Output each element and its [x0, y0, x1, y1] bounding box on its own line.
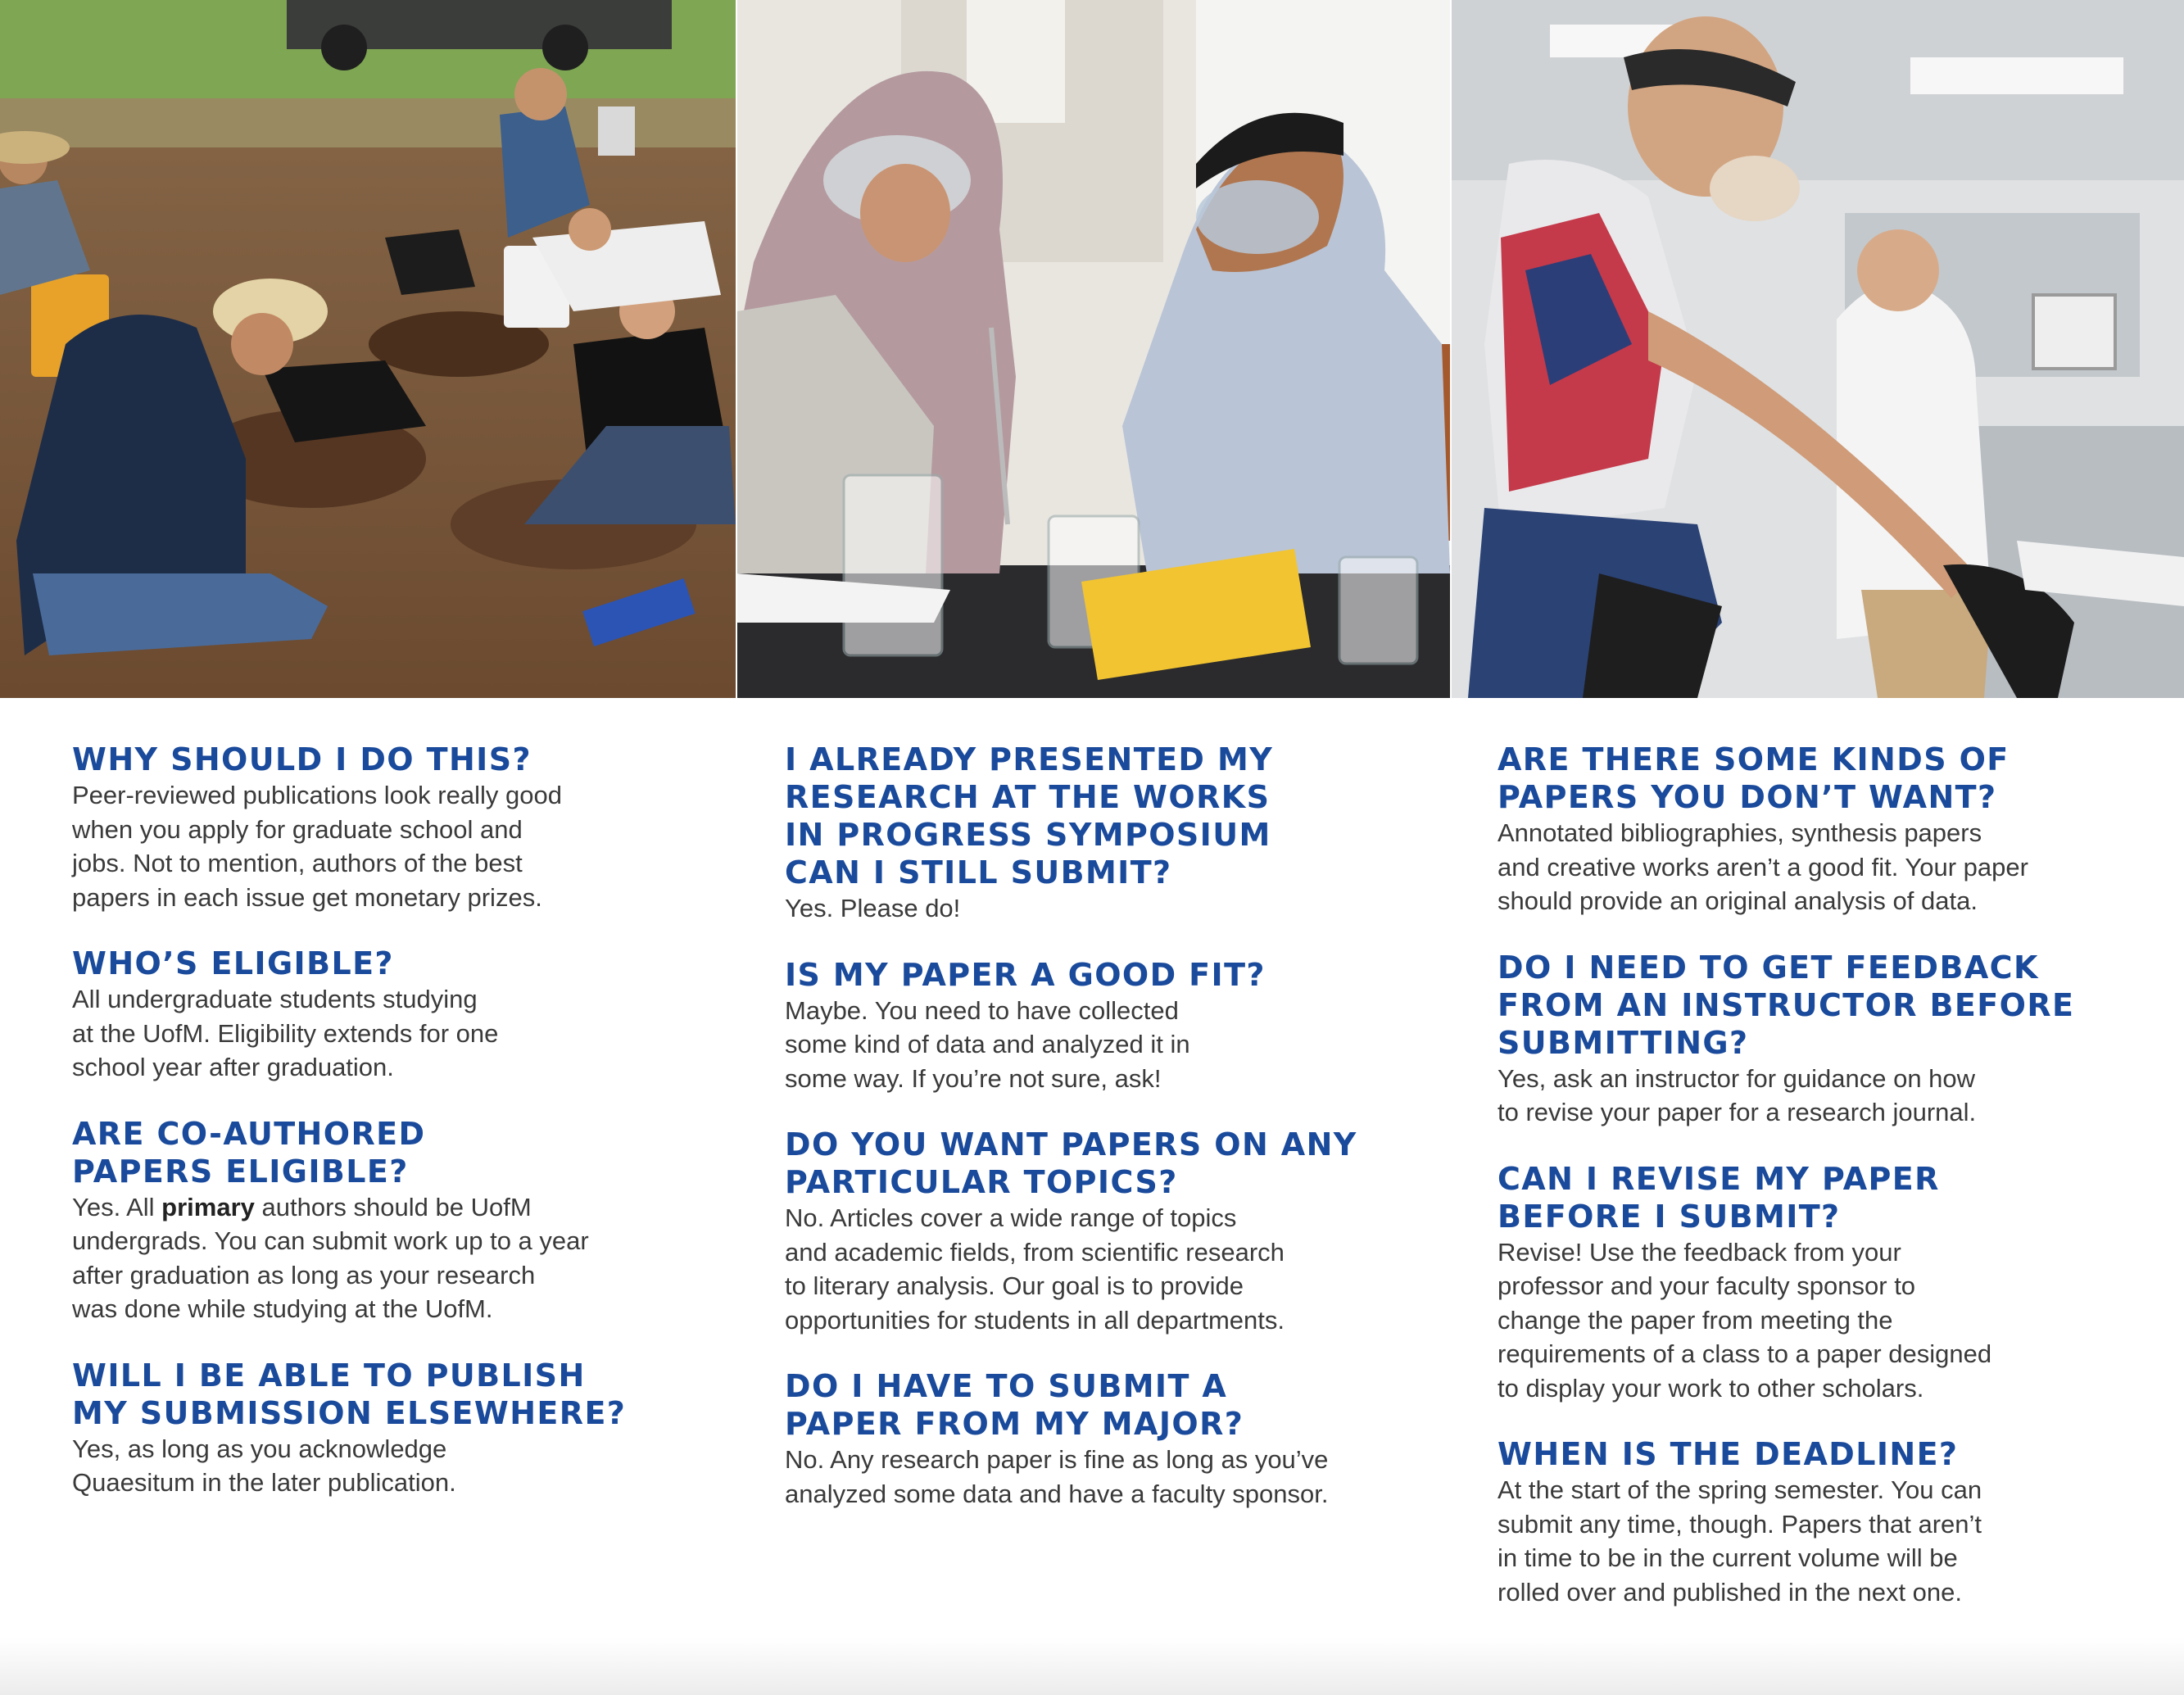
faq-question: DO I HAVE TO SUBMIT A PAPER FROM MY MAJOR?	[785, 1368, 1244, 1442]
faq-answer-emphasis: primary	[161, 1192, 255, 1221]
page-bottom-shadow	[0, 1638, 2184, 1695]
faq-answer: No. Any research paper is fine as long as you’ve analyzed some data and have a faculty sponsor.	[785, 1445, 1329, 1508]
faq-answer: Revise! Use the feedback from your professor and your faculty sponsor to change the paper from meeting the requirements of a class to a paper designed to display your work to other scholars.	[1498, 1237, 1992, 1403]
faq-column-2	[785, 741, 1432, 1541]
faq-item	[785, 741, 1432, 926]
faq-question: DO YOU WANT PAPERS ON ANY PARTICULAR TOPICS?	[785, 1126, 1357, 1200]
faq-item	[785, 1367, 1432, 1511]
faq-item	[1498, 1435, 2145, 1609]
faq-question: WHY SHOULD I DO THIS?	[72, 741, 532, 777]
photo-strip	[0, 0, 2184, 698]
faq-question: I ALREADY PRESENTED MY RESEARCH AT THE WORKS IN PROGRESS SYMPOSIUM CAN I STILL SUBMIT?	[785, 741, 1274, 891]
faq-question: WHO’S ELIGIBLE?	[72, 945, 394, 981]
faq-item	[1498, 949, 2145, 1130]
chemistry-lab-photo	[737, 0, 1450, 698]
faq-item	[72, 741, 695, 914]
faq-question: DO I NEED TO GET FEEDBACK FROM AN INSTRUCTOR BEFORE SUBMITTING?	[1498, 949, 2075, 1061]
faq-item	[72, 1115, 695, 1326]
faq-item	[1498, 1160, 2145, 1406]
faq-question: IS MY PAPER A GOOD FIT?	[785, 956, 1266, 993]
exercise-physiology-photo	[1452, 0, 2184, 698]
faq-answer: Maybe. You need to have collected some kind of data and analyzed it in some way. If you’re not sure, ask!	[785, 995, 1190, 1093]
faq-item	[72, 945, 695, 1085]
faq-question: CAN I REVISE MY PAPER BEFORE I SUBMIT?	[1498, 1160, 1940, 1235]
faq-item	[785, 1126, 1432, 1337]
faq-item	[1498, 741, 2145, 918]
faq-answer: Peer-reviewed publications look really good when you apply for graduate school and jobs. Not to mention, authors of the best papers in each issue get monetary prizes.	[72, 781, 562, 912]
faq-answer: Yes, ask an instructor for guidance on how to revise your paper for a research journal.	[1498, 1063, 1977, 1126]
faq-answer: No. Articles cover a wide range of topics and academic fields, from scientific research to literary analysis. Our goal is to provide opportunities for students in all departments.	[785, 1203, 1285, 1335]
faq-answer: At the start of the spring semester. You can submit any time, though. Papers that aren’t in time to be in the current volume will be rolled over and published in the next one.	[1498, 1475, 1982, 1607]
faq-column-3	[1498, 741, 2145, 1639]
archaeology-dig-photo	[0, 0, 736, 698]
faq-column-1	[72, 741, 695, 1530]
faq-answer: All undergraduate students studying at the UofM. Eligibility extends for one school year after graduation.	[72, 985, 499, 1081]
faq-answer	[72, 1190, 695, 1326]
faq-item	[785, 956, 1432, 1096]
faq-answer-text: Yes. All	[72, 1192, 162, 1221]
faq-answer: Yes. Please do!	[785, 894, 961, 922]
faq-item	[72, 1357, 695, 1500]
faq-answer-text: authors should be UofM undergrads. You can submit work up to a year after graduation as long as your research was done while studying at the UofM.	[72, 1192, 589, 1323]
faq-question: WHEN IS THE DEADLINE?	[1498, 1436, 1959, 1472]
faq-question: ARE THERE SOME KINDS OF PAPERS YOU DON’T WANT?	[1498, 741, 2010, 815]
faq-question: WILL I BE ABLE TO PUBLISH MY SUBMISSION ELSEWHERE?	[72, 1357, 627, 1431]
faq-question: ARE CO-AUTHORED PAPERS ELIGIBLE?	[72, 1115, 426, 1190]
faq-answer: Yes, as long as you acknowledge Quaesitum in the later publication.	[72, 1434, 456, 1497]
faq-answer: Annotated bibliographies, synthesis papers and creative works aren’t a good fit. Your paper should provide an original analysis of data.	[1498, 818, 2028, 915]
